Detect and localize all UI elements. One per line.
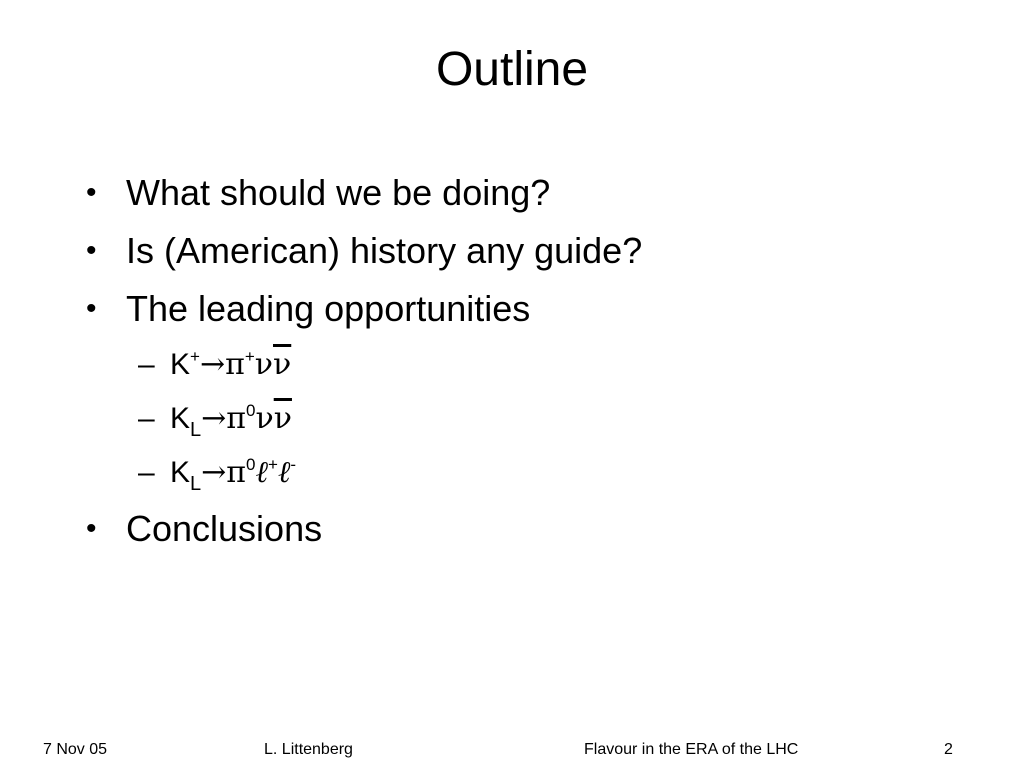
decay-antinu: $\overline{\nu}$ [273, 401, 292, 436]
decay-arrow: → [201, 401, 227, 436]
sub-bullet-item [86, 392, 946, 446]
footer-talk-title: Flavour in the ERA of the LHC [584, 741, 799, 758]
decay-k: K [170, 456, 191, 489]
footer-date: 7 Nov 05 [43, 741, 108, 758]
bullet-text: What should we be doing? [126, 172, 551, 213]
decay-pi: π [225, 347, 245, 382]
bullet-marker: • [86, 292, 97, 325]
bullet-item [86, 500, 946, 558]
decay-k-subscript: L [190, 419, 202, 441]
decay-pi-charge: + [244, 347, 255, 366]
slide-title: Outline [435, 43, 589, 96]
decay-arrow: → [199, 347, 226, 382]
bullet-marker: • [86, 176, 97, 209]
bullet-list [86, 164, 946, 558]
bullet-item [86, 164, 946, 222]
decay-k-charge: + [190, 347, 200, 366]
sub-bullet-item [86, 446, 946, 500]
footer-author: L. Littenberg [264, 741, 353, 758]
bullet-marker: • [86, 512, 97, 545]
bullet-text: Conclusions [126, 508, 323, 549]
sub-bullet-item [86, 338, 946, 392]
decay-pi: π [226, 401, 246, 436]
dash-marker: – [138, 402, 155, 435]
decay-lepton: ℓ [255, 455, 268, 490]
decay-lepton-charge: + [267, 455, 278, 474]
decay-k: K [170, 348, 191, 381]
dash-marker: – [138, 348, 155, 381]
dash-marker: – [138, 456, 155, 489]
decay-nu: ν [254, 347, 273, 382]
decay-pi: π [226, 455, 246, 490]
decay-k: K [170, 402, 191, 435]
footer-page-number: 2 [944, 741, 953, 758]
decay-antinu: $\overline{\nu}$ [273, 347, 292, 382]
decay-lepton-charge: - [290, 455, 297, 474]
decay-nu: ν [255, 401, 274, 436]
decay-pi-charge: 0 [246, 401, 256, 420]
decay-arrow: → [201, 455, 227, 490]
decay-lepton: ℓ [277, 455, 291, 490]
bullet-item [86, 280, 946, 338]
bullet-marker: • [86, 234, 97, 267]
decay-k-subscript: L [190, 473, 202, 495]
bullet-item [86, 222, 946, 280]
bullet-text: The leading opportunities [126, 288, 531, 329]
decay-pi-charge: 0 [246, 455, 256, 474]
bullet-text: Is (American) history any guide? [126, 230, 643, 271]
